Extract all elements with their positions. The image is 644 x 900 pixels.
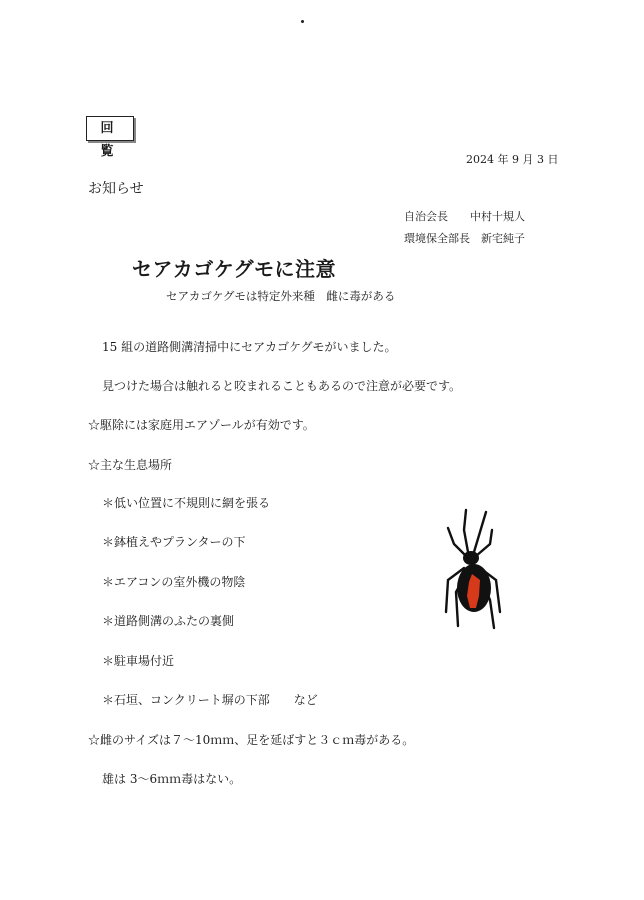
page-subtitle: セアカゴケグモは特定外来種 雌に毒がある — [166, 289, 396, 303]
spider-image — [436, 508, 508, 632]
habitat-item: ＊低い位置に不規則に網を張る — [102, 496, 271, 510]
document-date: 2024 年 9 月 3 日 — [466, 153, 559, 166]
caution-line: 見つけた場合は触れると咬まれることもあるので注意が必要です。 — [102, 379, 462, 393]
removal-line: ☆駆除には家庭用エアゾールが有効です。 — [88, 418, 315, 432]
sender-chairman: 自治会長 中村十規人 — [404, 210, 525, 223]
male-size-line: 雄は 3～6ｍｍ毒はない。 — [102, 772, 242, 786]
stray-dot — [301, 20, 304, 23]
notice-label: お知らせ — [88, 181, 144, 197]
habitat-item: ＊駐車場付近 — [102, 654, 175, 668]
habitat-item: ＊エアコンの室外機の物陰 — [102, 575, 246, 589]
sender-environment-head: 環境保全部長 新宅純子 — [404, 232, 525, 245]
circulation-label: 回 覧 — [86, 116, 134, 141]
page-title: セアカゴケグモに注意 — [132, 257, 336, 281]
female-size-line: ☆雌のサイズは７～10ｍｍ、足を延ばすと３ｃｍ毒がある。 — [88, 733, 415, 747]
habitat-item: ＊石垣、コンクリート塀の下部 など — [102, 693, 318, 707]
habitat-item: ＊鉢植えやプランターの下 — [102, 535, 246, 549]
habitat-heading: ☆主な生息場所 — [88, 458, 173, 472]
found-line: 15 組の道路側溝清掃中にセアカゴケグモがいました。 — [102, 340, 397, 354]
habitat-item: ＊道路側溝のふたの裏側 — [102, 614, 235, 628]
